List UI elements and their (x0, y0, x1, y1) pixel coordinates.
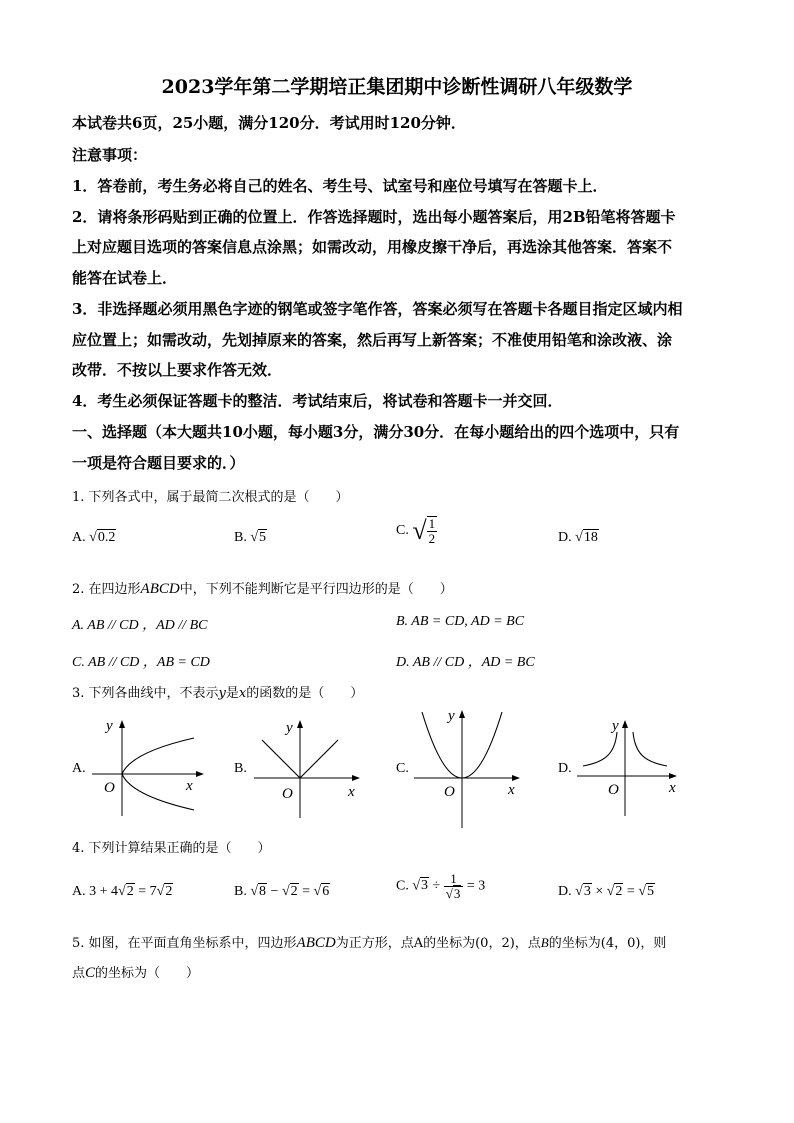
x-axis-label: x (186, 778, 193, 794)
expr-text: = (623, 884, 639, 899)
curve-lower (122, 774, 194, 810)
expr-text: × (591, 884, 607, 899)
option-label: C. (396, 523, 409, 539)
origin-label: O (444, 784, 455, 800)
expr-text: ÷ (429, 878, 444, 894)
option-label: C. (396, 878, 409, 894)
q3-stem (72, 682, 363, 701)
x-axis-arrow (352, 775, 360, 781)
quadrilateral-name: ABCD (296, 935, 336, 951)
q3-label-a: A. (72, 761, 86, 776)
note-3-line-1: 3．非选择题必须用黑色字迹的钢笔或签字笔作答，答案必须写在答题卡各题目指定区域内相 (72, 300, 683, 318)
radicand: 0.2 (97, 530, 116, 545)
radicand: 8 (259, 884, 267, 899)
note-3-line-2: 应位置上；如需改动，先划掉原来的答案，然后再写上新答案；不准使用铅笔和涂改液、涂 (72, 331, 673, 349)
expr-text: 3 + 4 (89, 884, 119, 899)
origin-label: O (282, 786, 293, 802)
option-label: A. (72, 530, 86, 545)
variable-y: y (218, 686, 226, 701)
radicand: 2 (126, 884, 134, 899)
note-1: 1．答卷前，考生务必将自己的姓名、考生号、试室号和座位号填写在答题卡上． (72, 177, 608, 195)
q1-option-b: B. √5 (234, 530, 267, 545)
y-axis-arrow (119, 720, 125, 728)
note-4: 4．考生必须保证答题卡的整洁．考试结束后，将试卷和答题卡一并交回． (72, 392, 563, 410)
q3-graph-a (90, 710, 210, 822)
option-label: D. (558, 530, 572, 545)
x-axis-label: x (508, 782, 515, 798)
expr-text: = 7 (134, 884, 157, 899)
y-axis-label: y (612, 718, 619, 734)
stem-text: 中，下列不能判断它是平行四边形的是（ ） (179, 582, 453, 597)
stem-text: 3. 下列各曲线中，不表示 (72, 686, 219, 701)
denominator: 2 (428, 531, 436, 546)
option-label: D. (558, 884, 572, 899)
x-axis-label: x (348, 784, 355, 800)
numerator: 1 (428, 516, 436, 532)
y-axis-arrow (459, 710, 465, 718)
q4-option-c: C. √3 ÷ $\frac{1}{√3}$ = 3 (396, 871, 486, 901)
q1-option-a: A. √0.2 (72, 530, 116, 545)
x-axis-label: x (669, 780, 676, 796)
point-name: B (540, 935, 549, 950)
intro-text: 本试卷共6页，25小题，满分120分．考试用时120分钟． (72, 114, 466, 132)
y-axis-label: y (286, 720, 293, 736)
q1-option-c: C. √ $\frac{1}{2}$ (396, 516, 436, 546)
radicand: 3 (453, 885, 461, 901)
radicand: 2 (290, 884, 298, 899)
note-2-line-2: 上对应题目选项的答案信息点涂黑；如需改动，用橡皮擦干净后，再选涂其他答案．答案不 (72, 238, 673, 256)
y-axis-arrow (297, 720, 303, 728)
q2-option-d: D. AB // CD ，AD = BC (396, 655, 535, 670)
expr-text: − (267, 884, 282, 899)
q2-option-b: B. AB = CD, AD = BC (396, 614, 525, 629)
expr-text: = (298, 884, 314, 899)
option-label: B. (234, 884, 247, 899)
option-label: A. (72, 884, 86, 899)
expr-text: = 3 (463, 878, 486, 894)
section-1-heading-line-1: 一、选择题（本大题共10小题，每小题3分，满分30分．在每小题给出的四个选项中，只有 (72, 423, 680, 441)
stem-text: 的坐标为(4，0)，则 (548, 936, 667, 951)
q3-graph-c (410, 700, 530, 832)
variable-x: x (238, 686, 247, 701)
x-axis-arrow (669, 773, 677, 779)
q4-stem: 4. 下列计算结果正确的是（ ） (72, 841, 271, 856)
origin-label: O (608, 782, 619, 798)
q5-line-1 (72, 932, 666, 952)
q2-stem (72, 578, 453, 598)
radicand: 2 (615, 884, 623, 899)
stem-text: 的坐标为（ ） (95, 966, 200, 981)
radicand: 3 (421, 878, 429, 894)
radicand: 3 (583, 884, 591, 899)
stem-text: 为正方形，点A的坐标为(0，2)，点 (335, 936, 541, 951)
stem-text: 5. 如图，在平面直角坐标系中，四边形 (72, 936, 297, 951)
x-axis-arrow (196, 771, 204, 777)
q2-option-c: C. AB // CD ，AB = CD (72, 655, 210, 670)
section-1-heading-line-2: 一项是符合题目要求的．） (72, 454, 245, 472)
q3-graph-b (250, 710, 370, 822)
radicand: 2 (165, 884, 173, 899)
q3-label-d: D. (558, 761, 572, 776)
right-branch (633, 732, 667, 766)
numerator: 1 (444, 872, 464, 887)
q3-graph-d (575, 710, 685, 822)
y-axis-arrow (622, 720, 628, 728)
page-title: 2023学年第二学期培正集团期中诊断性调研八年级数学 (161, 76, 633, 98)
q4-option-a: A. 3 + 4√2 = 7√2 (72, 884, 173, 899)
x-axis-arrow (512, 775, 520, 781)
stem-text: 的函数的是（ ） (246, 686, 364, 701)
denominator: √3 (445, 885, 461, 901)
radicand: 5 (647, 884, 654, 899)
q5-line-2 (72, 962, 199, 982)
origin-label: O (104, 780, 115, 796)
q1-option-d: D. √18 (558, 530, 598, 545)
right-ray (300, 740, 338, 778)
stem-text: 2. 在四边形 (72, 582, 141, 597)
left-ray (262, 740, 300, 778)
q4-option-b: B. √8 − √2 = √6 (234, 884, 330, 899)
radicand: 5 (259, 530, 267, 545)
q2-option-a: A. AB // CD ，AD // BC (72, 618, 208, 633)
option-label: B. (234, 530, 247, 545)
q3-label-c: C. (396, 761, 409, 776)
left-branch (583, 732, 617, 766)
q4-option-d: D. √3 × √2 = √5 (558, 884, 654, 899)
note-2-line-1: 2．请将条形码贴到正确的位置上．作答选择题时，选出每小题答案后，用2B铅笔将答题卡 (72, 208, 676, 226)
stem-text: 是 (225, 686, 239, 701)
notes-heading: 注意事项： (72, 146, 148, 164)
q1-stem: 1. 下列各式中，属于最简二次根式的是（ ） (72, 490, 349, 505)
note-2-line-3: 能答在试卷上． (72, 269, 178, 287)
y-axis-label: y (448, 708, 455, 724)
stem-text: 点 (72, 966, 86, 981)
point-name: C (85, 965, 96, 981)
quadrilateral-name: ABCD (140, 581, 180, 597)
note-3-line-3: 改带．不按以上要求作答无效． (72, 361, 283, 379)
q3-label-b: B. (234, 761, 247, 776)
radicand: 6 (322, 884, 330, 899)
curve-upper (122, 738, 194, 774)
radicand: 18 (583, 530, 598, 545)
y-axis-label: y (106, 718, 113, 734)
